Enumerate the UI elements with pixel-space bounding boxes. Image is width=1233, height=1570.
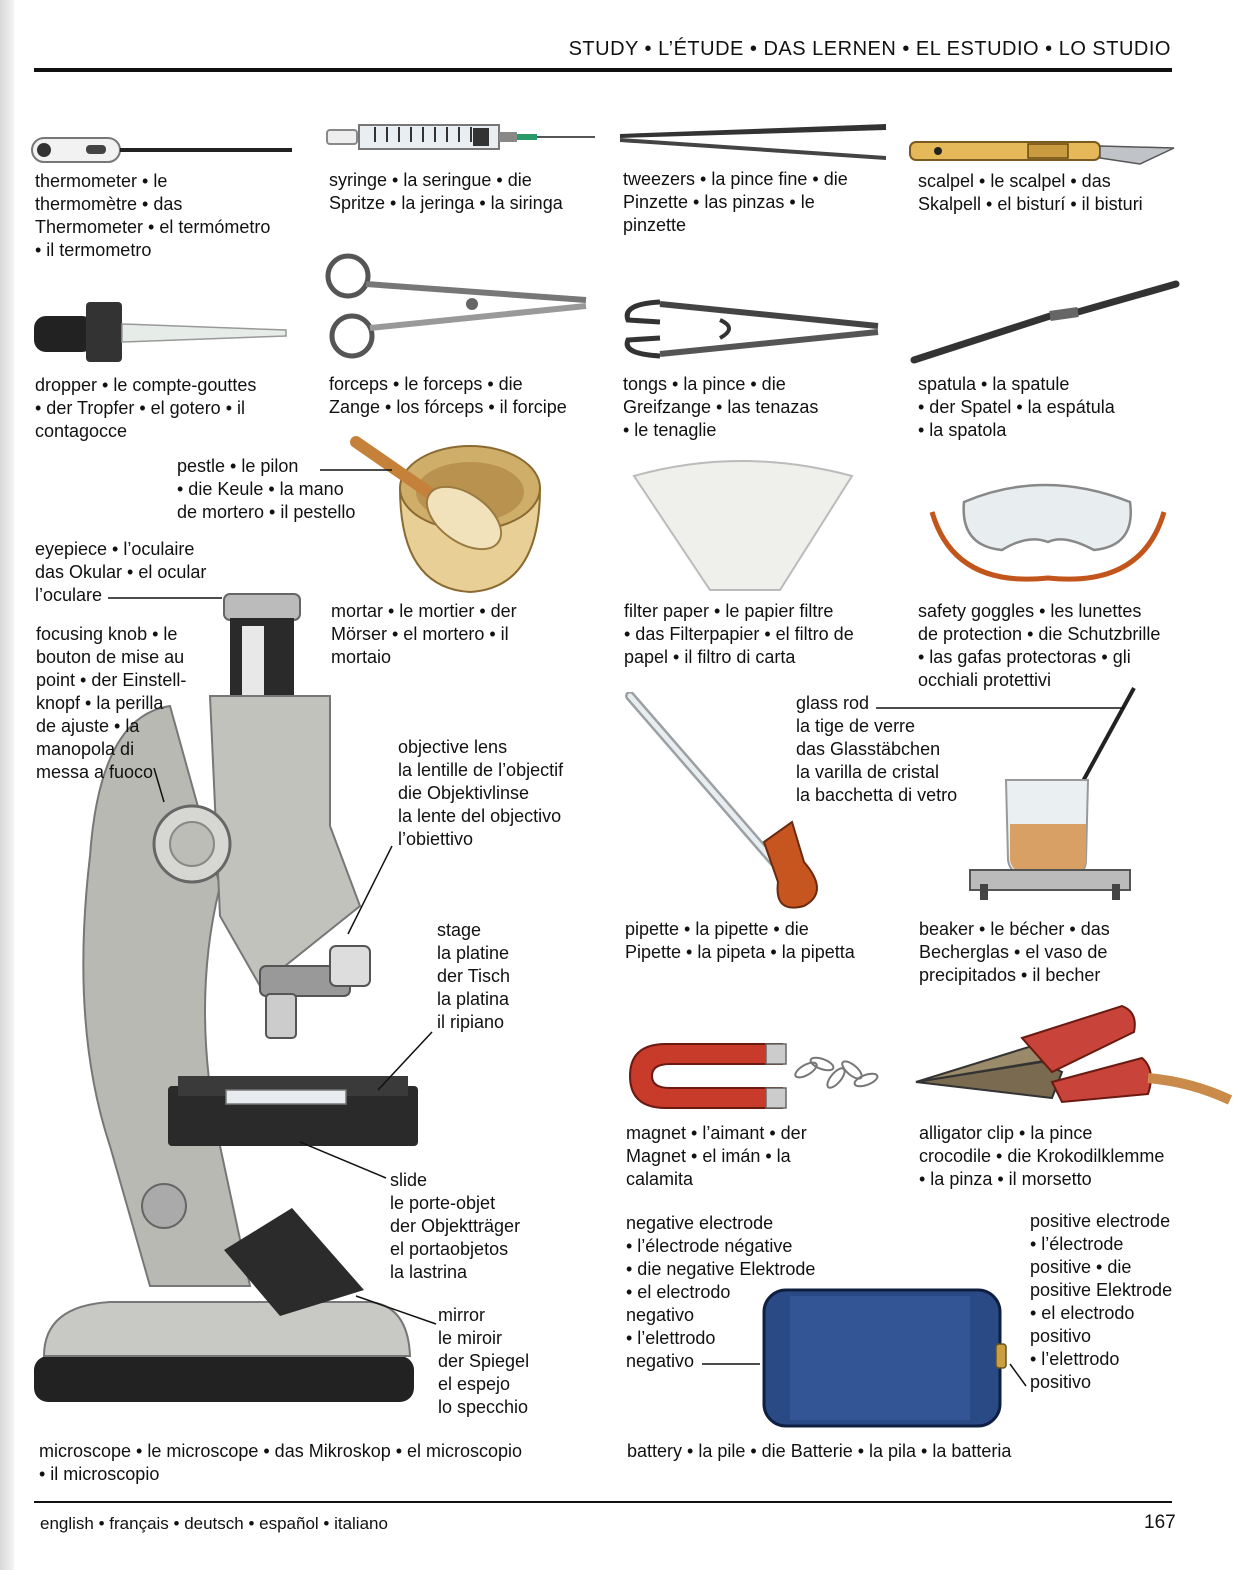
label-scalpel: scalpel • le scalpel • das Skalpell • el bisturí • il bisturi xyxy=(918,171,1143,214)
label-forceps: forceps • le forceps • die Zange • los fórceps • il forcipe xyxy=(329,374,567,417)
label-spatula: spatula • la spatule • der Spatel • la espátula • la spatola xyxy=(918,374,1115,440)
label-safety-goggles: safety goggles • les lunettes de protection • die Schutzbrille • las gafas protectoras • gli occhiali protettivi xyxy=(918,601,1161,690)
label-alligator-clip: alligator clip • la pince crocodile • die Krokodilklemme • la pinza • il morsetto xyxy=(919,1123,1165,1189)
label-beaker: beaker • le bécher • das Becherglas • el vaso de precipitados • il becher xyxy=(919,919,1110,985)
label-glass-rod: glass rod la tige de verre das Glasstäbchen la varilla de cristal la bacchetta di vetro xyxy=(796,693,958,805)
label-syringe: syringe • la seringue • die Spritze • la jeringa • la siringa xyxy=(329,170,563,213)
label-mortar: mortar • le mortier • der Mörser • el mortero • il mortaio xyxy=(331,601,517,667)
label-mirror: mirror le miroir der Spiegel el espejo lo specchio xyxy=(438,1305,530,1417)
label-negative-electrode: negative electrode • l’électrode négative • die negative Elektrode • el electrodo negativo • l’elettrodo negativo xyxy=(626,1213,816,1371)
label-microscope: microscope • le microscope • das Mikroskop • el microscopio • il microscopio xyxy=(39,1441,523,1484)
page-number: 167 xyxy=(1144,1512,1176,1533)
label-thermometer: thermometer • le thermomètre • das Thermometer • el termómetro • il termometro xyxy=(35,171,271,260)
footer-rule xyxy=(34,1501,1172,1503)
label-pestle: pestle • le pilon • die Keule • la mano de mortero • il pestello xyxy=(177,456,356,522)
label-tongs: tongs • la pince • die Greifzange • las tenazas • le tenaglie xyxy=(623,374,819,440)
label-stage: stage la platine der Tisch la platina il ripiano xyxy=(437,920,511,1032)
label-positive-electrode: positive electrode • l’électrode positive • die positive Elektrode • el electrodo positivo • l’elettrodo positivo xyxy=(1030,1211,1173,1392)
label-slide: slide le porte-objet der Objektträger el portaobjetos la lastrina xyxy=(390,1170,521,1282)
label-battery: battery • la pile • die Batterie • la pila • la batteria xyxy=(627,1441,1012,1461)
label-tweezers: tweezers • la pince fine • die Pinzette • las pinzas • le pinzette xyxy=(623,169,848,235)
label-focusing-knob: focusing knob • le bouton de mise au point • der Einstell- knopf • la perilla de ajuste • la manopola di messa a fuoco xyxy=(36,624,187,782)
footer-languages: english • français • deutsch • español • italiano xyxy=(40,1514,388,1533)
label-dropper: dropper • le compte-gouttes • der Tropfer • el gotero • il contagocce xyxy=(35,375,257,441)
page-header: STUDY • L’ÉTUDE • DAS LERNEN • EL ESTUDIO • LO STUDIO xyxy=(568,38,1171,60)
label-eyepiece: eyepiece • l’oculaire das Okular • el ocular l’oculare xyxy=(35,539,207,605)
label-magnet: magnet • l’aimant • der Magnet • el imán • la calamita xyxy=(626,1123,807,1189)
label-pipette: pipette • la pipette • die Pipette • la pipeta • la pipetta xyxy=(625,919,855,962)
label-objective-lens: objective lens la lentille de l’objectif die Objektivlinse la lente del objectivo l’obiettivo xyxy=(398,737,564,849)
label-filter-paper: filter paper • le papier filtre • das Filterpapier • el filtro de papel • il filtro di carta xyxy=(624,601,854,667)
